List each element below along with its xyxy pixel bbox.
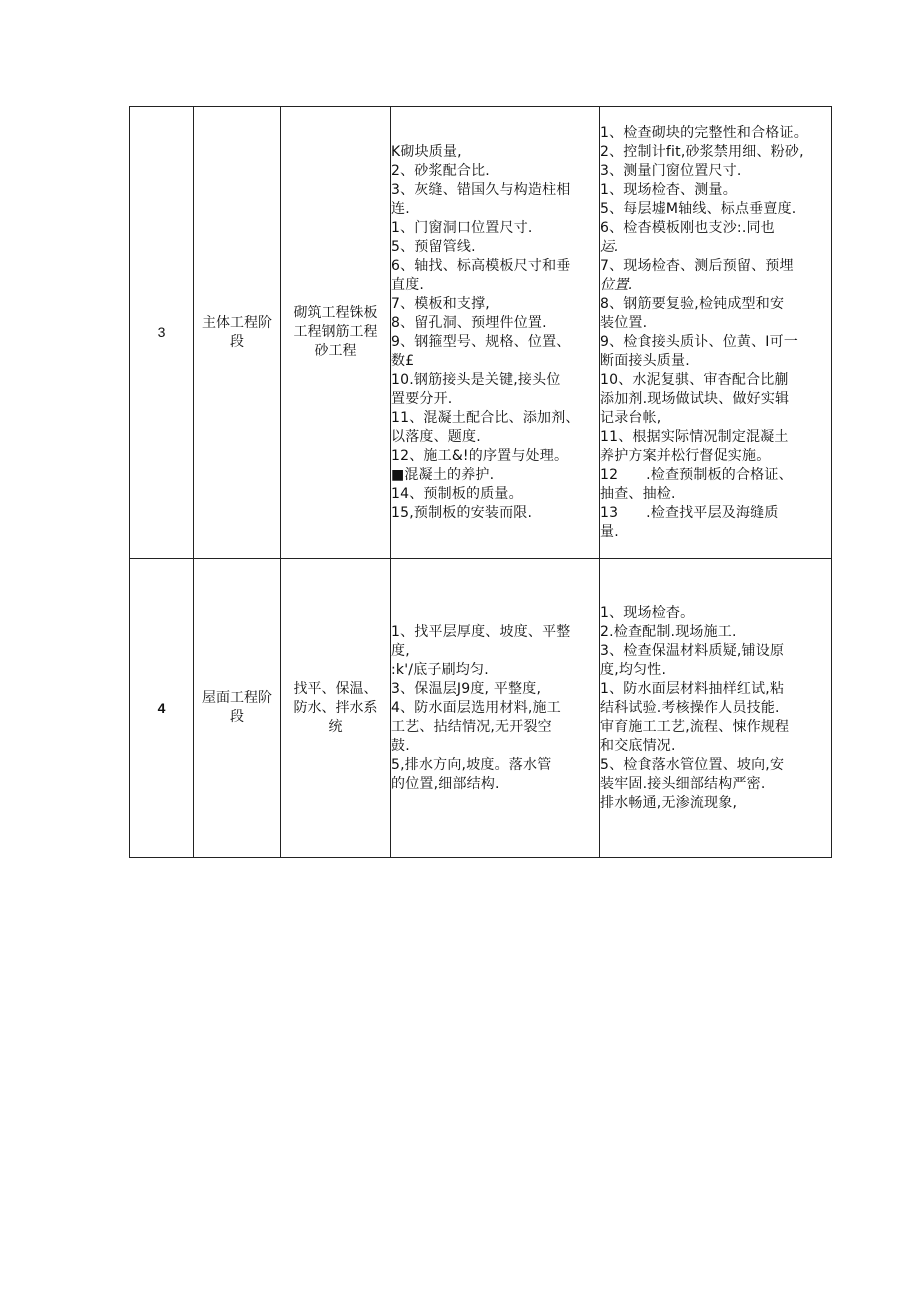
method-line: 1、检查砌块的完整性和合格证。 (600, 124, 808, 141)
method-line: 1、防水面层材料抽样红试,粘 (600, 680, 785, 697)
key-point-line: 5、预留管线. (391, 238, 476, 255)
key-point-line: 14、预制板的质量。 (391, 485, 523, 502)
key-point-line: 9、钢箍型号、规格、位置、 (391, 333, 571, 350)
key-point-line: 10.钢筋接头是关键,接头位 (391, 371, 561, 388)
method-line: 7、现场检杳、测后预留、预埋 (600, 257, 794, 274)
method-line: 5、每层墟M轴线、标点垂亶度. (600, 200, 797, 217)
method-line: 3、测量门窗位置尺寸. (600, 162, 742, 179)
method-line: 12 .检查预制板的合格证、 (600, 466, 793, 483)
methods-cell (600, 107, 832, 559)
method-line: 结科试验.考核操作人员技能. (600, 699, 780, 716)
stage-cell (194, 107, 281, 559)
row-number: 3 (130, 107, 194, 559)
key-point-line: 15,预制板的安装而限. (391, 504, 533, 521)
key-point-line: 8、留孔洞、预埋件位置. (391, 314, 547, 331)
method-line: 1、现场检杳。 (600, 604, 695, 621)
key-point-line: 7、模板和支撑, (391, 295, 490, 312)
key-point-line: 4、防水面层选用材料,施工 (391, 699, 561, 716)
method-line: 装位置. (600, 314, 648, 331)
key-point-line: K砌块质量, (391, 143, 462, 160)
key-point-line: 工艺、拈结情况,无开裂空 (391, 718, 552, 735)
method-line: 养护方案并松行督促实施。 (600, 447, 771, 464)
method-line: 10、水泥复骐、审杳配合比蒯 (600, 371, 789, 388)
key-point-line: 的位置,细部结构. (391, 775, 500, 792)
key-point-line: 6、轴找、标高模板尺寸和垂 (391, 257, 571, 274)
key-points-cell (391, 107, 600, 559)
key-point-line: 置要分开. (391, 390, 453, 407)
stage-label: 屋面工程阶 段 (202, 690, 272, 725)
stage-cell (194, 559, 281, 858)
key-point-line: 鼓. (391, 737, 410, 754)
sub-project-label: 砌筑工程铢板 工程钢筋工程 砂工程 (293, 305, 378, 359)
key-point-line: :k'/底子刷均匀. (391, 661, 489, 678)
method-line: 和交底情况. (600, 737, 676, 754)
key-point-line: 3、灰缝、错国久与构造柱相 (391, 181, 571, 198)
method-line: 断面接头质量. (600, 352, 690, 369)
key-point-line: 以落度、题度. (391, 428, 481, 445)
key-point-line: 1、找平层厚度、坡度、平整 (391, 623, 571, 640)
method-line: 8、钢筋要复验,检钝成型和安 (600, 295, 785, 312)
method-line: 运. (600, 238, 619, 255)
method-line: 13 .检查找平层及海缝质 (600, 504, 779, 521)
inspection-table (129, 106, 832, 858)
method-line: 位置. (600, 276, 634, 293)
sub-project-cell (281, 107, 391, 559)
key-point-line: 度, (391, 642, 410, 659)
key-point-line: 数£ (391, 352, 415, 369)
key-point-line: ■混凝土的养护. (391, 466, 495, 483)
method-line: 记录台帐, (600, 409, 662, 426)
method-line: 5、检食落水管位置、坡向,安 (600, 756, 785, 773)
sub-project-label: 找平、保温、 防水、拌水系 统 (293, 680, 378, 735)
method-line: 装牢固.接头细部结构严密. (600, 775, 766, 792)
key-point-line: 连. (391, 200, 410, 217)
method-line: 2.检查配制.现场施工. (600, 623, 737, 640)
key-point-line: 3、保温层J9度, 平整度, (391, 680, 542, 697)
method-line: 度,均匀性. (600, 661, 667, 678)
method-line: 1、现场检杳、测量。 (600, 181, 737, 198)
key-point-line: 2、砂浆配合比. (391, 162, 490, 179)
key-points-cell (391, 559, 600, 858)
table-row (130, 559, 832, 858)
method-line: 审育施工工艺,流程、悚作规程 (600, 718, 790, 735)
method-line: 2、控制计fit,砂浆禁用细、粉砂, (600, 143, 804, 160)
method-line: 11、根据实际情况制定混凝土 (600, 428, 789, 445)
method-line: 6、检杳模板刚也支沙:.同也 (600, 219, 775, 236)
stage-label: 主体工程阶 段 (202, 314, 272, 350)
method-line: 量. (600, 523, 619, 540)
method-line: 抽查、抽检. (600, 485, 676, 502)
sub-project-cell (281, 559, 391, 858)
methods-cell (600, 559, 832, 858)
method-line: 添加剂.现场做试块、做好实辑 (600, 390, 790, 407)
key-point-line: 1、门窗洞口位置尺寸. (391, 219, 533, 236)
key-point-line: 11、混凝土配合比、添加剂、 (391, 409, 580, 426)
method-line: 9、检食接头质讣、位黄、I可一 (600, 333, 799, 350)
key-point-line: 12、施工&!的序置与处理。 (391, 447, 569, 464)
key-point-line: 直度. (391, 276, 425, 293)
method-line: 排水畅通,无渗流现象, (600, 794, 738, 811)
key-point-line: 5,排水方向,坡度。落水管 (391, 756, 552, 773)
row-number: 4 (130, 559, 194, 858)
table-row (130, 107, 832, 559)
method-line: 3、检查保温材料质疑,铺设原 (600, 642, 785, 659)
